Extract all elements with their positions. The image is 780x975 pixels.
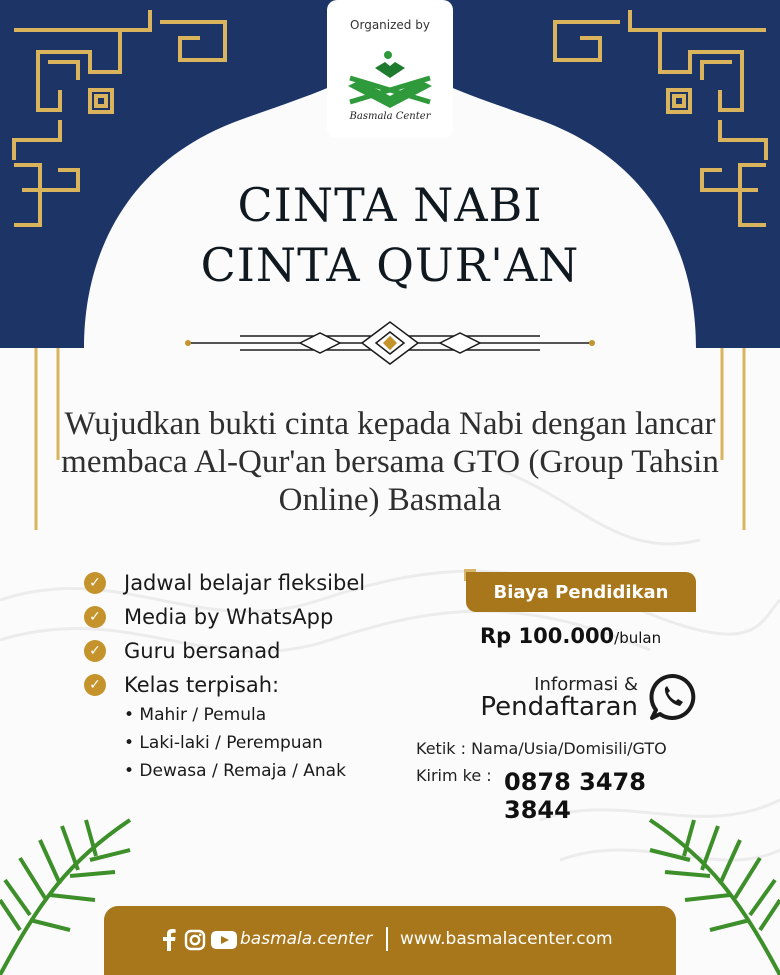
facebook-icon[interactable]: [158, 929, 180, 951]
feature-label: Media by WhatsApp: [124, 605, 334, 629]
social-handle[interactable]: basmala.center: [240, 929, 373, 949]
title-divider: [185, 322, 595, 364]
feature-item: [84, 639, 280, 663]
check-icon: ✓: [84, 606, 106, 628]
check-icon: ✓: [84, 572, 106, 594]
feature-item: [84, 571, 365, 595]
feature-label: Jadwal belajar fleksibel: [124, 571, 366, 595]
whatsapp-icon: [648, 672, 698, 722]
feature-item: [84, 673, 279, 697]
youtube-icon[interactable]: [210, 929, 238, 951]
feature-label: Kelas terpisah:: [124, 673, 280, 697]
website-link[interactable]: www.basmalacenter.com: [400, 929, 613, 949]
check-icon: ✓: [84, 674, 106, 696]
sub-feature-item: • Mahir / Pemula: [124, 705, 267, 725]
sub-feature-item: • Dewasa / Remaja / Anak: [124, 761, 346, 781]
feature-item: [84, 605, 333, 629]
send-to-label: Kirim ke :: [416, 766, 492, 785]
page-title-line-1: CINTA NABI: [237, 178, 543, 232]
feature-label: Guru bersanad: [124, 639, 281, 663]
brand-name: Basmala Center: [349, 111, 431, 122]
price: [480, 624, 720, 648]
info-label: Informasi &: [534, 674, 638, 695]
check-icon: ✓: [84, 640, 106, 662]
register-label: Pendaftaran: [480, 692, 638, 722]
message-format: Ketik : Nama/Usia/Domisili/GTO: [416, 739, 667, 758]
price-badge: Biaya Pendidikan: [466, 572, 696, 612]
phone-number[interactable]: 0878 3478 3844: [504, 768, 646, 824]
page-title-line-2: CINTA QUR'AN: [200, 238, 580, 292]
social-icons: [158, 928, 238, 952]
sub-feature-item: • Laki-laki / Perempuan: [124, 733, 323, 753]
tagline: Wujudkan bukti cinta kepada Nabi dengan lancar membaca Al-Qur'an bersama GTO (Group Tahsin Online) Basmala: [61, 406, 719, 518]
price-unit: /bulan: [614, 629, 662, 647]
organized-by-label: Organized by: [350, 18, 430, 32]
price-amount: Rp 100.000: [480, 624, 615, 648]
instagram-icon[interactable]: [184, 929, 206, 951]
footer-divider: [386, 927, 388, 951]
